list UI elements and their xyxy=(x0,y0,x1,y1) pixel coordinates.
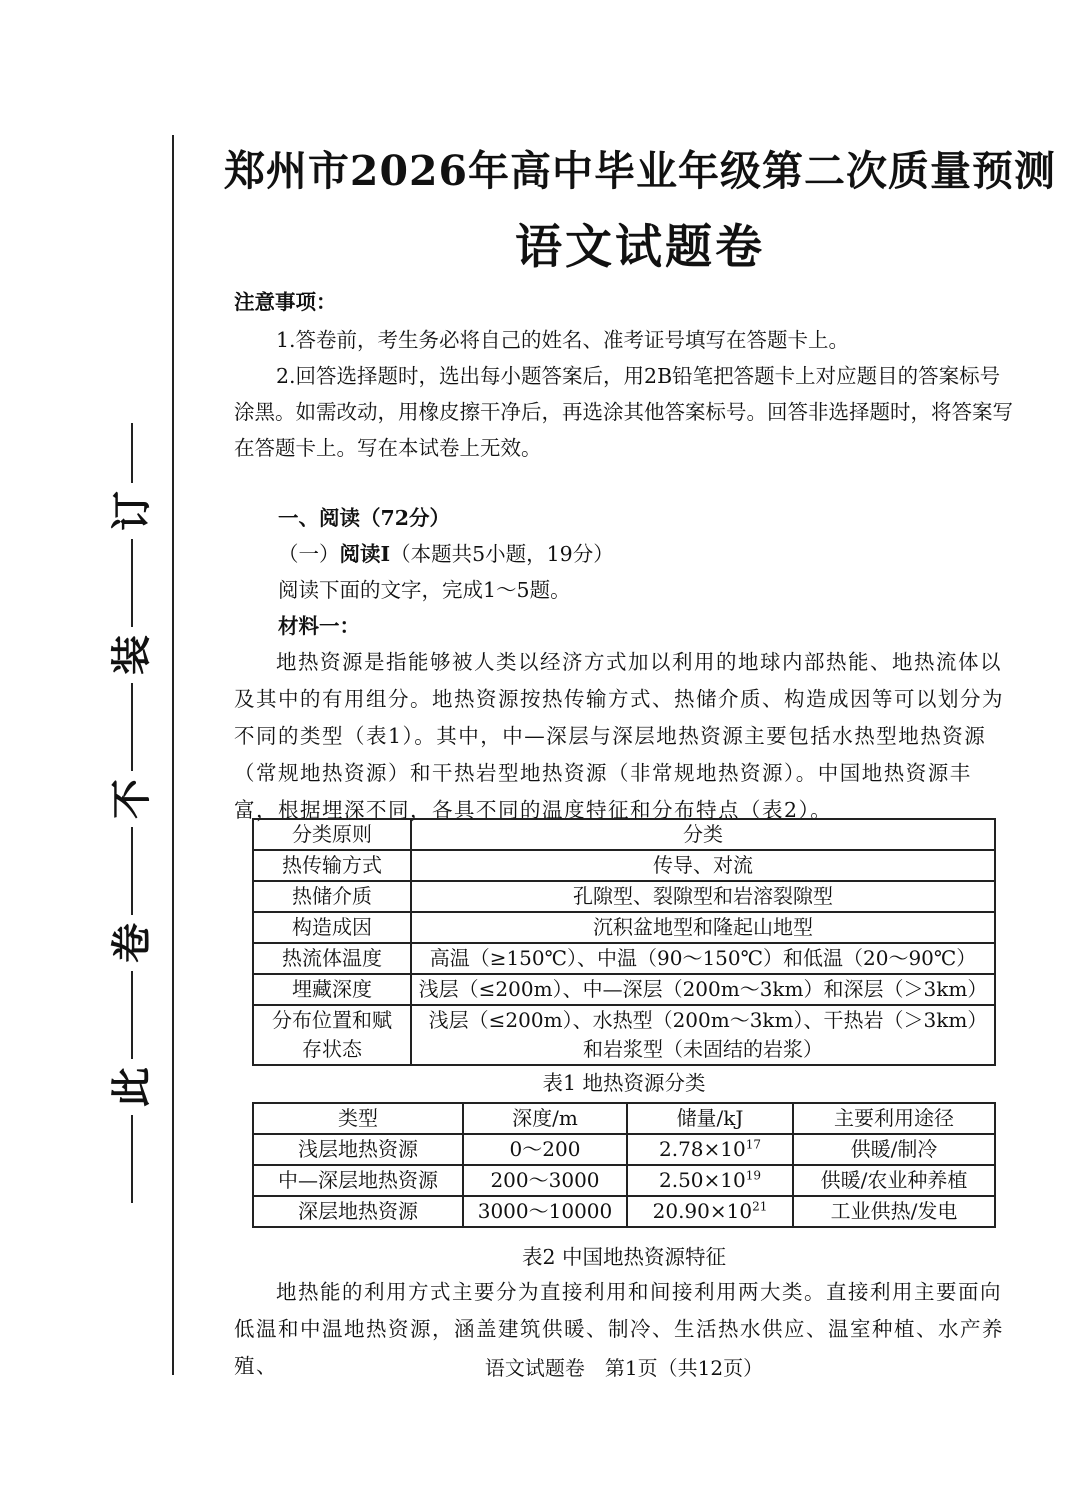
table-cell: 沉积盆地型和隆起山地型 xyxy=(411,912,995,943)
exam-title: 郑州市2026年高中毕业年级第二次质量预测 xyxy=(223,147,1057,195)
table-cell: 构造成因 xyxy=(253,912,411,943)
binding-dash xyxy=(131,971,133,1059)
table-row xyxy=(253,974,995,1005)
table-cell: 0～200 xyxy=(463,1134,627,1165)
table-row xyxy=(253,1134,995,1165)
notice-heading: 注意事项： xyxy=(234,290,337,314)
table-cell xyxy=(627,1134,793,1165)
table-cell: 深层地热资源 xyxy=(253,1196,463,1227)
material-paragraph-1: 地热资源是指能够被人类以经济方式加以利用的地球内部热能、地热流体以及其中的有用组分。地热资源按热传输方式、热储介质、构造成因等可以划分为不同的类型（表1）。其中，中—深层与深层地热资源主要包括水热型地热资源（常规地热资源）和干热岩型地热资源（非常规地热资源）。中国地热资源丰富，根据埋深不同，各具不同的温度特征和分布特点（表2）。 xyxy=(234,650,1004,822)
instruction: 阅读下面的文字，完成1～5题。 xyxy=(278,578,571,602)
table-geothermal-features xyxy=(252,1102,996,1228)
table-header-row xyxy=(253,1103,995,1134)
table-cell: 浅层（≤200m）、中—深层（200m～3km）和深层（＞3km） xyxy=(411,974,995,1005)
table-cell: 热储介质 xyxy=(253,881,411,912)
table-row xyxy=(253,1196,995,1227)
subsection-prefix: （一） xyxy=(278,542,340,566)
binding-margin-text xyxy=(108,415,156,1211)
table-cell: 埋藏深度 xyxy=(253,974,411,1005)
table-row xyxy=(253,912,995,943)
table-row xyxy=(253,943,995,974)
table-header-cell: 类型 xyxy=(253,1103,463,1134)
reserve-exponent: 21 xyxy=(752,1199,768,1214)
table-cell: 热流体温度 xyxy=(253,943,411,974)
table-cell: 高温（≥150℃）、中温（90～150℃）和低温（20～90℃） xyxy=(411,943,995,974)
binding-dash xyxy=(131,827,133,915)
reserve-base: 2.50×10 xyxy=(658,1168,746,1192)
table-cell: 浅层（≤200m）、水热型（200m～3km）、干热岩（＞3km）和岩浆型（未固结的岩浆） xyxy=(411,1005,995,1065)
table-row xyxy=(253,1165,995,1196)
table-header-row xyxy=(253,819,995,850)
table-cell: 供暖/制冷 xyxy=(793,1134,995,1165)
table-cell: 中—深层地热资源 xyxy=(253,1165,463,1196)
binding-char: 装 xyxy=(108,635,155,675)
binding-char: 不 xyxy=(108,779,155,819)
table-cell xyxy=(627,1165,793,1196)
binding-char: 卷 xyxy=(108,923,155,963)
table-cell: 供暖/农业种养植 xyxy=(793,1165,995,1196)
table2-caption: 表2 中国地热资源特征 xyxy=(521,1245,727,1269)
table-row xyxy=(253,850,995,881)
table-cell xyxy=(627,1196,793,1227)
binding-dash xyxy=(131,683,133,771)
table1-caption: 表1 地热资源分类 xyxy=(542,1071,706,1095)
binding-dash xyxy=(131,423,133,483)
table-row xyxy=(253,1005,995,1065)
binding-line xyxy=(172,135,174,1375)
table-header-cell: 主要利用途径 xyxy=(793,1103,995,1134)
table-cell: 3000～10000 xyxy=(463,1196,627,1227)
table-cell: 200～3000 xyxy=(463,1165,627,1196)
table-header-cell: 分类原则 xyxy=(253,819,411,850)
table-cell: 热传输方式 xyxy=(253,850,411,881)
table-cell: 浅层地热资源 xyxy=(253,1134,463,1165)
reserve-exponent: 19 xyxy=(745,1168,762,1183)
section-title: 一、阅读（72分） xyxy=(278,506,451,530)
reserve-base: 20.90×10 xyxy=(652,1199,753,1223)
binding-dash xyxy=(131,1115,133,1203)
binding-char: 此 xyxy=(108,1067,155,1107)
table-header-cell: 储量/kJ xyxy=(627,1103,793,1134)
notice-item-1: 1.答卷前，考生务必将自己的姓名、准考证号填写在答题卡上。 xyxy=(276,328,850,352)
binding-dash xyxy=(131,539,133,627)
subsection-title xyxy=(278,536,1014,572)
binding-char: 订 xyxy=(108,491,155,531)
table-cell: 工业供热/发电 xyxy=(793,1196,995,1227)
material-paragraph-2: 地热能的利用方式主要分为直接利用和间接利用两大类。直接利用主要面向低温和中温地热资源，涵盖建筑供暖、制冷、生活热水供应、温室种植、水产养殖、 xyxy=(234,1280,1004,1378)
material-label: 材料一： xyxy=(278,614,360,638)
reserve-base: 2.78×10 xyxy=(658,1137,746,1161)
table-header-cell: 分类 xyxy=(411,819,995,850)
subsection-detail: （本题共5小题，19分） xyxy=(390,542,614,566)
table-cell: 孔隙型、裂隙型和岩溶裂隙型 xyxy=(411,881,995,912)
reserve-exponent: 17 xyxy=(745,1137,762,1152)
table-cell: 传导、对流 xyxy=(411,850,995,881)
table-header-cell: 深度/m xyxy=(463,1103,627,1134)
table-cell: 分布位置和赋存状态 xyxy=(253,1005,411,1065)
table-row xyxy=(253,881,995,912)
page-footer: 语文试题卷 第1页（共12页） xyxy=(484,1356,764,1380)
subsection-name: 阅读Ⅰ xyxy=(339,542,391,566)
subject-title: 语文试题卷 xyxy=(515,220,765,275)
table-geothermal-classification xyxy=(252,818,996,1066)
notice-item-2: 2.回答选择题时，选出每小题答案后，用2B铅笔把答题卡上对应题目的答案标号涂黑。如需改动，用橡皮擦干净后，再选涂其他答案标号。回答非选择题时，将答案写在答题卡上。写在本试卷上无效。 xyxy=(234,364,1013,460)
